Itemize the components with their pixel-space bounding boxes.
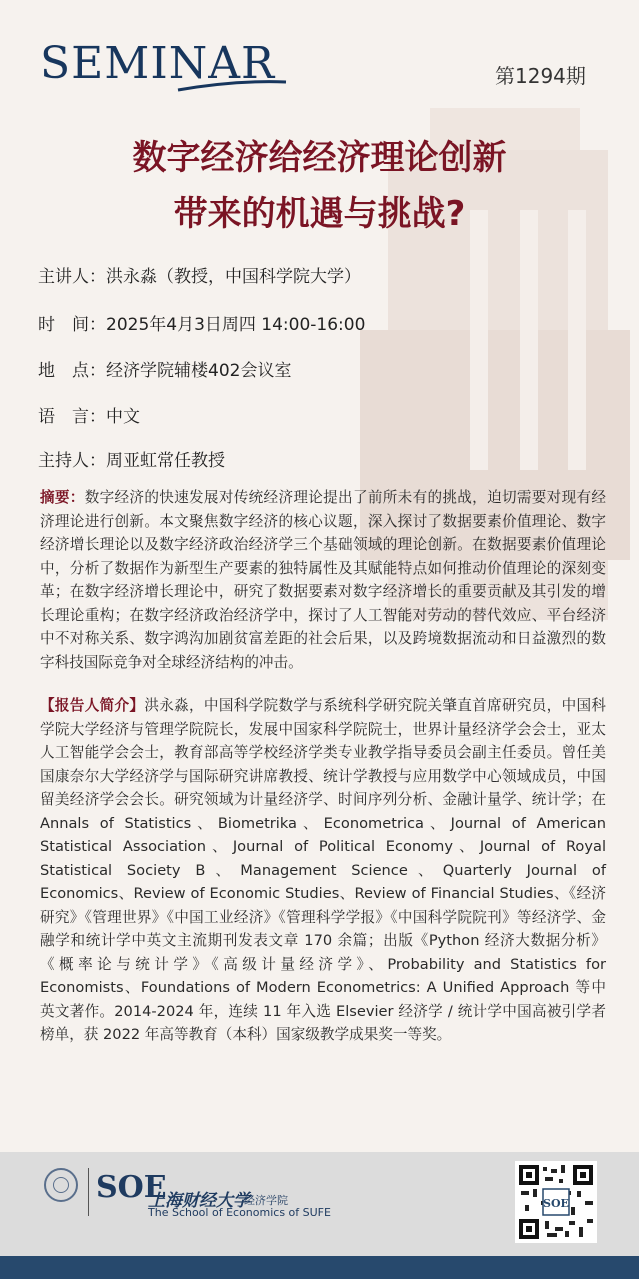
page-title-line1: 数字经济给经济理论创新 <box>132 138 507 178</box>
footer-band <box>0 1256 639 1279</box>
speaker-bio <box>40 694 606 1047</box>
abstract-label: 摘要： <box>40 489 85 506</box>
school-name-en: The School of Economics of SUFE <box>148 1206 331 1219</box>
speaker-info: 主讲人：洪永淼（教授，中国科学院大学） <box>38 267 361 287</box>
abstract <box>40 486 606 674</box>
footer-divider <box>88 1168 89 1216</box>
seminar-wordmark: SEMINAR <box>40 38 276 89</box>
soe-logo: SOE <box>96 1170 167 1205</box>
qr-code-icon[interactable] <box>515 1161 597 1243</box>
page-title-line2: 带来的机遇与挑战? <box>173 194 466 234</box>
language-info: 语 言：中文 <box>38 407 140 427</box>
place-info: 地 点：经济学院辅楼402会议室 <box>38 361 292 381</box>
header <box>0 0 639 110</box>
issue-number: 第1294期 <box>495 64 586 88</box>
swoosh-icon <box>176 78 288 94</box>
bio-label: 【报告人简介】 <box>40 697 145 714</box>
host-info: 主持人：周亚虹常任教授 <box>38 451 225 471</box>
svg-text:SOE: SOE <box>543 1197 569 1210</box>
time-info: 时 间：2025年4月3日周四 14:00-16:00 <box>38 315 366 335</box>
school-name-cn: 上海财经大学 <box>148 1191 250 1211</box>
abstract-text: 数字经济的快速发展对传统经济理论提出了前所未有的挑战，迫切需要对现有经济理论进行创新。本文聚焦数字经济的核心议题，深入探讨了数据要素价值理论、数字经济增长理论以及数字经济政治经济学三个基础领域的理论创新。在数据要素价值理论中，分析了数据作为新型生产要素的独特属性及其赋能特点如何推动价值理论的深刻变革；在数字经济增长理论中，研究了数据要素对数字经济增长的重要贡献及其引发的增长理论重构；在数字经济政治经济学中，探讨了人工智能对劳动的替代效应、平台经济中不对称关系、数字鸿沟加剧贫富差距的社会后果，以及跨境数据流动和日益激烈的数字科技国际竞争对全球经济结构的冲击。 <box>40 489 606 671</box>
school-name-cn-suffix: 经济学院 <box>244 1194 288 1207</box>
bio-text: 洪永淼，中国科学院数学与系统科学研究院关肇直首席研究员，中国科学院大学经济与管理学院院长，发展中国家科学院院士，世界计量经济学会会士，亚太人工智能学会会士，教育部高等学校经济学类专业教学指导委员会副主任委员。曾任美国康奈尔大学经济学与国际研究讲席教授、统计学教授与应用数学中心领域成员，中国留美经济学会会长。研究领域为计量经济学、时间序列分析、金融计量学、统计学；在 Annals of Statistics、Biometrika、Econometrica、Journal of American Statistical Association、Journal of Political Economy、Journal of Royal Statistical Society B、Management Science、Quarterly Journal of Economics、Review of Economic Studies、Review of Financial Studies、《经济研究》《管理世界》《中国工业经济》《管理科学学报》《中国科学院院刊》等经济学、金融学和统计学中英文主流期刊发表文章 170 余篇；出版《Python 经济大数据分析》《概率论与统计学》《高级计量经济学》、Probability and Statistics for Economists、Foundations of Modern Econometrics: A Unified Approach 等中英文著作。2014-2024 年，连续 11 年入选 Elsevier 经济学 / 统计学中国高被引学者榜单，获 2022 年高等教育（本科）国家级教学成果奖一等奖。 <box>40 697 606 1043</box>
university-seal-icon <box>44 1168 78 1202</box>
